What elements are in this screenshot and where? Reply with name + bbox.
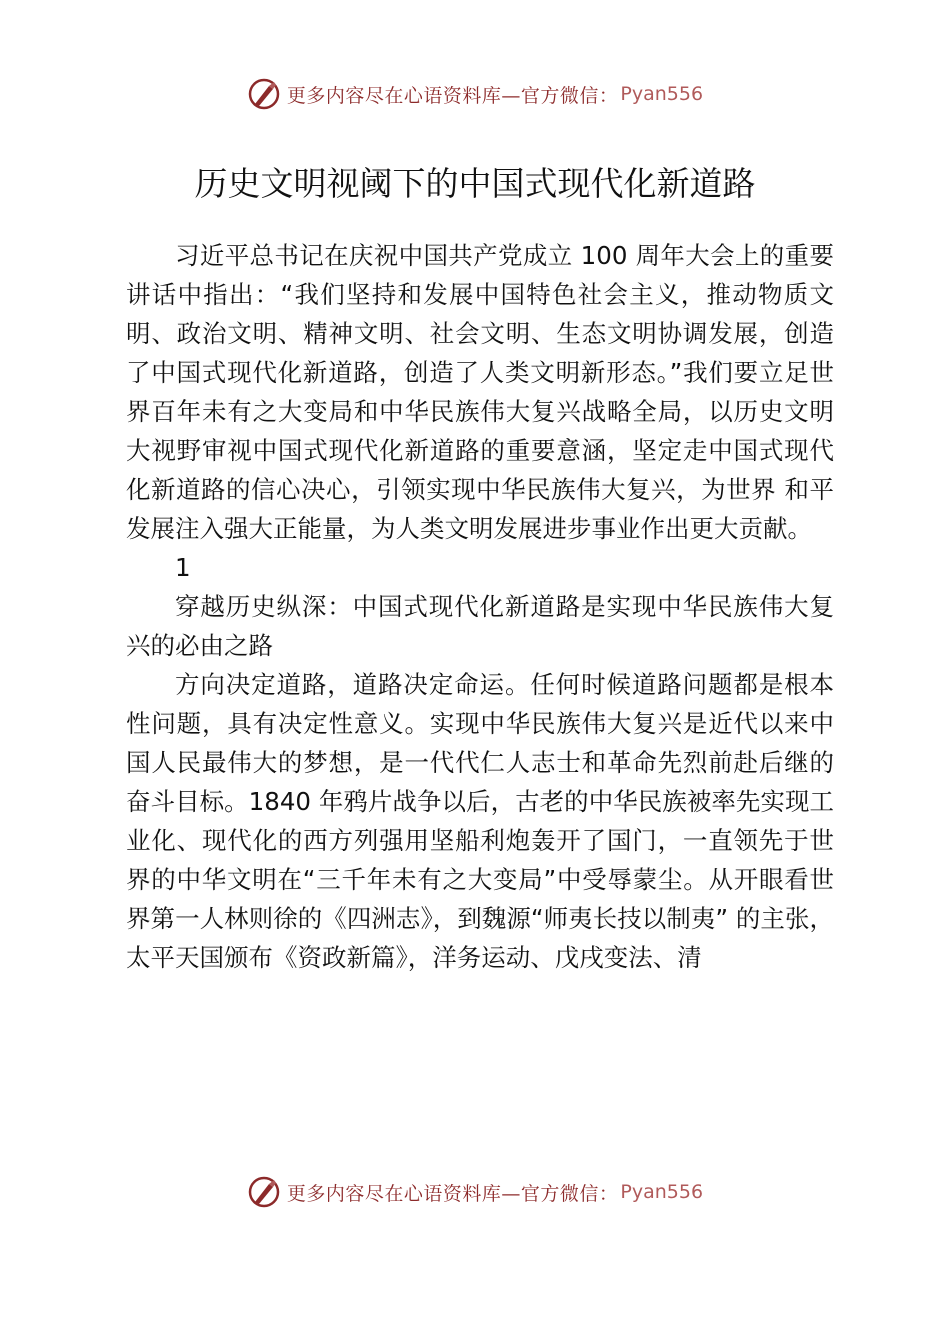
pen-logo-icon [247, 1175, 281, 1209]
watermark-text: 更多内容尽在心语资料库—官方微信： [286, 84, 619, 107]
pen-logo-icon [247, 77, 281, 111]
paragraph-intro: 习近平总书记在庆祝中国共产党成立 100 周年大会上的重要讲话中指出：“我们坚持和发展中国特色社会主义，推动物质文明、政治文明、精神文明、社会文明、生态文明协调发展，创造了中国式现代化新道路，创造了人类文明新形态。”我们要立足世界百年未有之大变局和中华民族伟大复兴战略全局，以历史文明大视野审视中国式现代化新道路的重要意涵，坚定走中国式现代化新道路的信心决心，引领实现中华民族伟大复兴，为世界 和平发展注入强大正能量，为人类文明发展进步事业作出更大贡献。 [126, 241, 834, 543]
document-title: 历史文明视阈下的中国式现代化新道路 [194, 164, 756, 203]
watermark-wechat-id: Pyan556 [620, 1181, 704, 1203]
section-heading: 穿越历史纵深：中国式现代化新道路是实现中华民族伟大复兴的必由之路 [126, 592, 834, 660]
document-body [126, 236, 834, 977]
watermark-wechat-id: Pyan556 [620, 83, 704, 105]
section-number: 1 [175, 553, 191, 582]
header-watermark [0, 72, 950, 116]
paragraph-body: 方向决定道路，道路决定命运。任何时候道路问题都是根本 性问题，具有决定性意义。实现中华民族伟大复兴是近代以来中国人民最伟大的梦想，是一代代仁人志士和革命先烈前赴后继的奋斗目标。1840 年鸦片战争以后，古老的中华民族被率先实现工业化、现代化的西方列强用坚船利炮轰开了国门，一直领先于世界的中华文明在“三千年未有之大变局”中受辱蒙尘。从开眼看世界第一人林则徐的《四洲志》，到魏源“师夷长技以制夷” 的主张，太平天国颁布《资政新篇》，洋务运动、戊戌变法、清 [126, 670, 834, 972]
footer-watermark [0, 1170, 950, 1214]
watermark-text: 更多内容尽在心语资料库—官方微信： [286, 1182, 619, 1205]
